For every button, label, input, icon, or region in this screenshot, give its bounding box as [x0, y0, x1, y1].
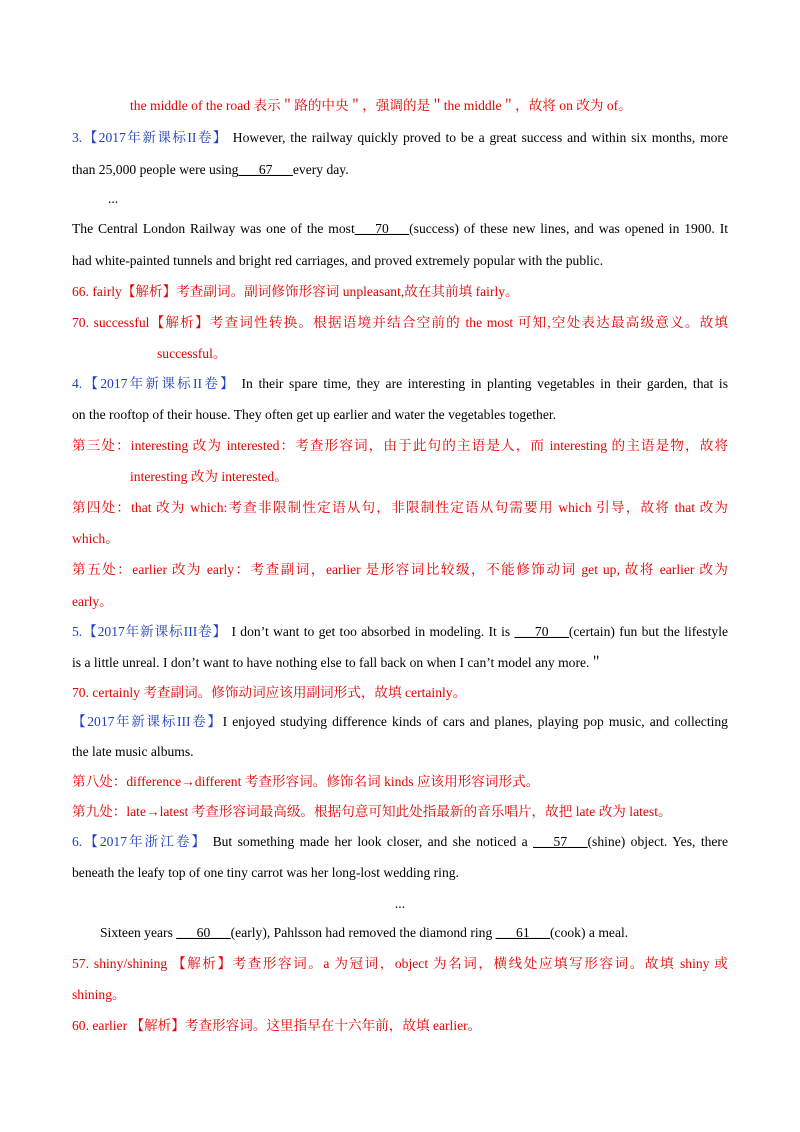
question-3-line-2: than 25,000 people were using___67___every day.: [72, 162, 349, 177]
answer-66: 66. fairly【解析】考查副词。副词修饰形容词 unpleasant,故在其前填 fairly。: [72, 284, 519, 299]
correction-5: 第五处：earlier 改为 early：考查副词，earlier 是形容词比较级，不能修饰动词 get up, 故将 earlier 改为: [72, 562, 728, 577]
source-label: 【2017年新课标III卷】: [72, 714, 223, 729]
answer-70: 70. successful【解析】考查词性转换。根据语境并结合空前的 the most 可知,空处表达最高级意义。故填: [72, 315, 728, 330]
question-6-line-2: beneath the leafy top of one tiny carrot was her long-lost wedding ring.: [72, 865, 459, 880]
question-3-line-4: had white-painted tunnels and bright red carriages, and proved extremely popular with the public.: [72, 253, 604, 268]
correction-8: 第八处：difference→different 考查形容词。修饰名词 kinds 应该用形容词形式。: [72, 774, 540, 789]
correction-9: 第九处：late→latest 考查形容词最高级。根据句意可知此处指最新的音乐唱片，故把 late 改为 latest。: [72, 804, 672, 819]
answer-blank: ___70___: [354, 221, 410, 236]
answer-70-certainly: 70. certainly 考查副词。修饰动词应该用副词形式，故填 certainly。: [72, 685, 467, 700]
question-3-line-1: 3.【2017年新课标II卷】 However, the railway quickly proved to be a great success and within six months, more: [72, 130, 728, 145]
answer-60: 60. earlier 【解析】考查形容词。这里指早在十六年前，故填 earlier。: [72, 1018, 482, 1033]
correction-5-cont: early。: [72, 594, 113, 609]
ellipsis: ...: [108, 191, 119, 206]
answer-57: 57. shiny/shining 【解析】考查形容词。a 为冠词，object 为名词，横线处应填写形容词。故填 shiny 或: [72, 956, 728, 971]
question-4-line-2: on the rooftop of their house. They often get up earlier and water the vegetables together.: [72, 407, 557, 422]
correction-4-cont: which。: [72, 531, 119, 546]
source-label: 3.【2017年新课标II卷】: [72, 130, 228, 145]
source-label: 5.【2017年新课标III卷】: [72, 624, 228, 639]
answer-blank: ___70___: [514, 624, 569, 639]
source-label: 4.【2017年新课标II卷】: [72, 376, 236, 391]
answer-blank: ___60___: [176, 925, 231, 940]
question-5b-line-2: the late music albums.: [72, 744, 194, 759]
question-5-line-1: 5.【2017年新课标III卷】 I don’t want to get too absorbed in modeling. It is ___70___(certain) fun but the lifestyle: [72, 624, 728, 639]
question-5-line-2: is a little unreal. I don’t want to have nothing else to fall back on when I can’t model any more.＂: [72, 655, 604, 670]
correction-4: 第四处：that 改为 which:考查非限制性定语从句，非限制性定语从句需要用 which 引导，故将 that 改为: [72, 500, 728, 515]
explanation-line: the middle of the road 表示＂路的中央＂，强调的是＂the middle＂，故将 on 改为 of。: [130, 98, 632, 113]
answer-blank: ___57___: [533, 834, 588, 849]
question-4-line-1: 4.【2017年新课标II卷】 In their spare time, they are interesting in planting vegetables in their garden, that is: [72, 376, 728, 391]
answer-57-cont: shining。: [72, 987, 126, 1002]
answer-70-cont: successful。: [157, 346, 227, 361]
correction-3-cont: interesting 改为 interested。: [130, 469, 288, 484]
answer-blank: ___67___: [238, 162, 293, 177]
question-3-line-3: The Central London Railway was one of the most___70___(success) of these new lines, and was opened in 1900. It: [72, 221, 728, 236]
answer-blank: ___61___: [495, 925, 551, 940]
source-label: 6.【2017年浙江卷】: [72, 834, 208, 849]
correction-3: 第三处：interesting 改为 interested：考查形容词，由于此句的主语是人，而 interesting 的主语是物，故将: [72, 438, 728, 453]
question-6-line-1: 6.【2017年浙江卷】 But something made her look closer, and she noticed a ___57___(shine) object. Yes, there: [72, 834, 728, 849]
ellipsis: ...: [394, 896, 406, 911]
question-5b-line-1: 【2017年新课标III卷】I enjoyed studying difference kinds of cars and planes, playing pop music, and collecting: [72, 714, 728, 729]
question-6-line-3: Sixteen years ___60___(early), Pahlsson had removed the diamond ring ___61___(cook) a meal.: [100, 925, 629, 940]
